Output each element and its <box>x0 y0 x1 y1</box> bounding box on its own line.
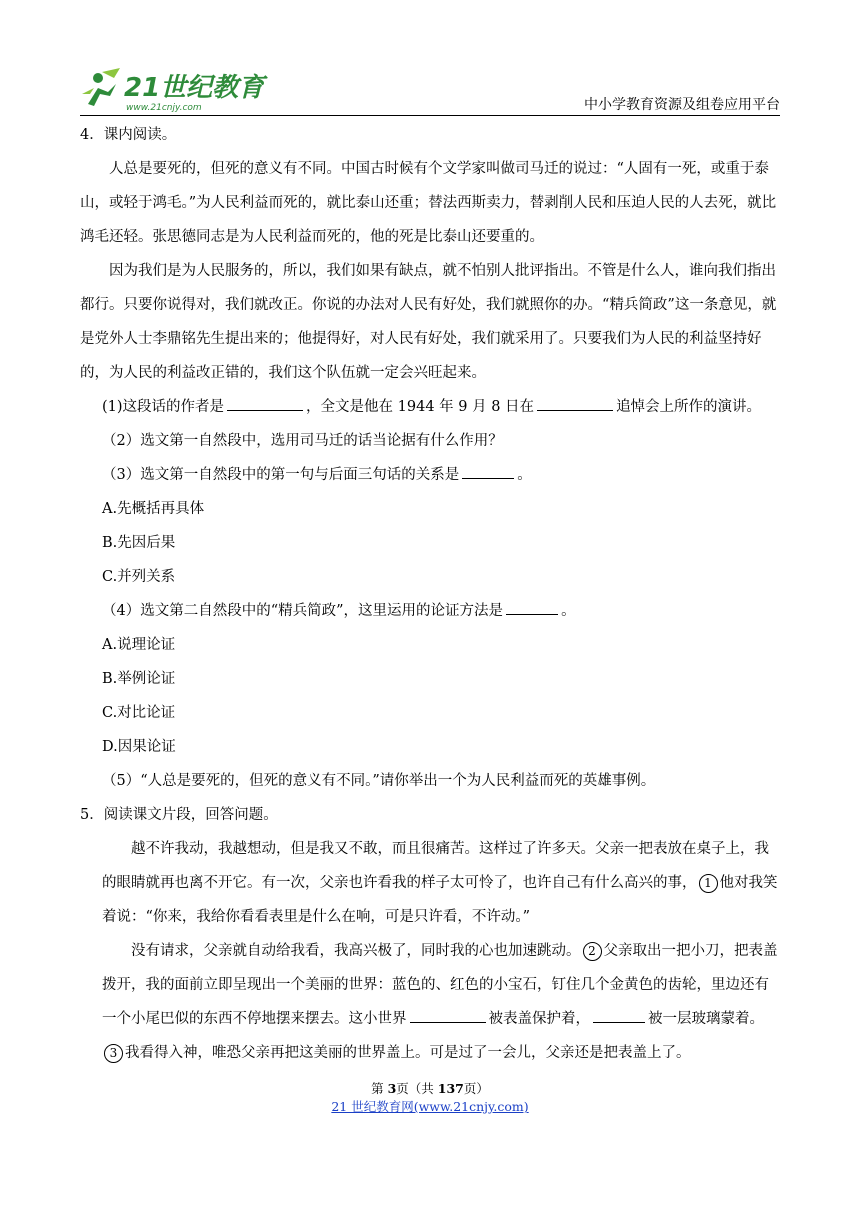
site-link[interactable]: 21 世纪教育网(www.21cnjy.com) <box>331 1099 529 1114</box>
page-footer <box>0 1080 860 1116</box>
answer-blank[interactable] <box>506 596 558 615</box>
runner-logo-icon <box>80 64 280 116</box>
svg-text:21世纪教育: 21世纪教育 <box>124 73 265 103</box>
q4-sub-3: （3）选文第一自然段中的第一句与后面三句话的关系是 。 <box>80 458 780 492</box>
q4-sub-2: （2）选文第一自然段中，选用司马迁的话当论据有什么作用？ <box>102 433 503 449</box>
page-header <box>80 64 780 116</box>
q5-passage-para-1: 越不许我动，我越想动，但是我又不敢，而且很痛苦。这样过了许多天。父亲一把表放在桌子上，我的眼睛就再也离不开它。有一次，父亲也许看我的样子太可怜了，也许自己有什么高兴的事， 1 他对我笑着说：“你来，我给你看看表里是什么在响，可是只许看，不许动。” <box>102 841 778 925</box>
page-number: 第 3页（共 137页） <box>371 1081 489 1096</box>
q4-sub-4: （4）选文第二自然段中的“精兵简政”，这里运用的论证方法是 。 <box>80 594 780 628</box>
circled-number-1-icon: 1 <box>699 874 718 893</box>
question-5-title: 5．阅读课文片段，回答问题。 <box>80 807 278 823</box>
answer-blank[interactable] <box>462 460 514 479</box>
option-item: D.因果论证 <box>102 739 176 755</box>
q4-sub-5: （5）“人总是要死的，但死的意义有不同。”请你举出一个为人民利益而死的英雄事例。 <box>102 773 656 789</box>
answer-blank[interactable] <box>410 1004 486 1023</box>
q5-passage-para-2: 没有请求，父亲就自动给我看，我高兴极了，同时我的心也加速跳动。 2 父亲取出一把小刀，把表盖拨开，我的面前立即呈现出一个美丽的世界：蓝色的、红色的小宝石，钉住几个金黄色的齿轮，里边还有一个小尾巴似的东西不停地摆来摆去。这小世界 被表盖保护着， 被一层玻璃蒙着。3 我看得入神，唯恐父亲再把这美丽的世界盖上。可是过了一会儿，父亲还是把表盖上了。 <box>102 943 778 1061</box>
circled-number-2-icon: 2 <box>583 942 602 961</box>
q4-sub-1: (1)这段话的作者是 ，全文是他在 1944 年 9 月 8 日在 追悼会上所作的演讲。 <box>80 390 780 424</box>
logo <box>80 64 280 116</box>
option-item: C.对比论证 <box>102 705 176 721</box>
q4-passage-para-2: 因为我们是为人民服务的，所以，我们如果有缺点，就不怕别人批评指出。不管是什么人，谁向我们指出都行。只要你说得对，我们就改正。你说的办法对人民有好处，我们就照你的办。“精兵简政”这一条意见，就是党外人士李鼎铭先生提出来的；他提得好，对人民有好处，我们就采用了。只要我们为人民的利益坚持好的，为人民的利益改正错的，我们这个队伍就一定会兴旺起来。 <box>80 263 777 381</box>
platform-name: 中小学教育资源及组卷应用平台 <box>584 97 780 113</box>
header-divider <box>80 115 780 116</box>
option-item: B.举例论证 <box>102 671 176 687</box>
option-item: B.先因后果 <box>102 535 176 551</box>
q5-passage <box>80 832 780 1070</box>
svg-text:www.21cnjy.com: www.21cnjy.com <box>126 103 202 113</box>
question-4-title: 4．课内阅读。 <box>80 127 177 143</box>
answer-blank[interactable] <box>227 392 303 411</box>
circled-number-3-icon: 3 <box>104 1044 123 1063</box>
option-item: C.并列关系 <box>102 569 176 585</box>
document-body <box>80 118 780 1070</box>
answer-blank[interactable] <box>593 1004 645 1023</box>
q4-passage-para-1: 人总是要死的，但死的意义有不同。中国古时候有个文学家叫做司马迁的说过：“人固有一死，或重于泰山，或轻于鸿毛。”为人民利益而死的，就比泰山还重；替法西斯卖力，替剥削人民和压迫人民的人去死，就比鸿毛还轻。张思德同志是为人民利益而死的，他的死是比泰山还要重的。 <box>80 161 777 245</box>
option-item: A.先概括再具体 <box>102 501 205 517</box>
option-item: A.说理论证 <box>102 637 176 653</box>
answer-blank[interactable] <box>537 392 613 411</box>
